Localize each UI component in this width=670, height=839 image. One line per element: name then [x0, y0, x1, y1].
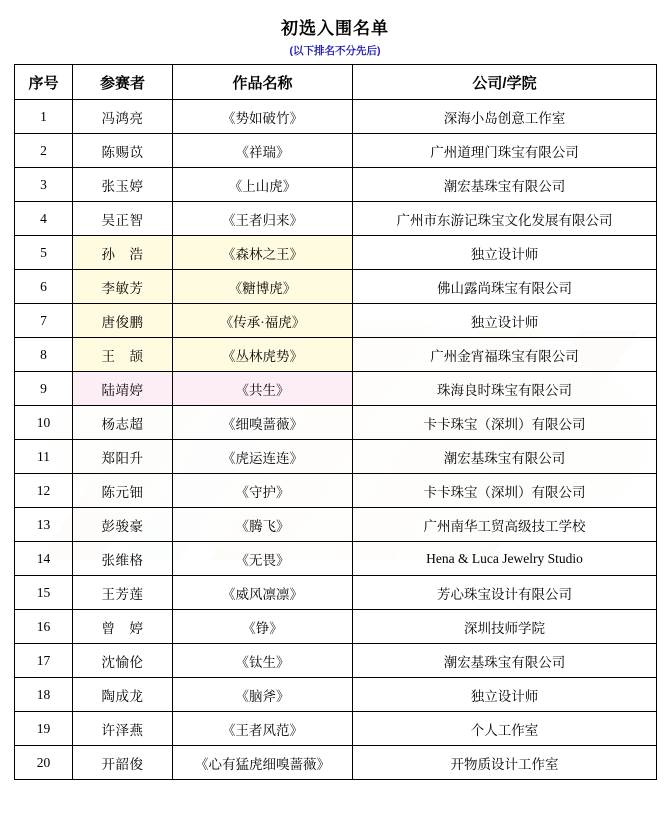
cell-participant: 唐俊鹏	[73, 304, 173, 338]
table-row	[15, 644, 657, 678]
cell-work: 《王者风范》	[173, 712, 353, 746]
cell-index: 8	[15, 338, 73, 372]
cell-organization: 卡卡珠宝（深圳）有限公司	[353, 474, 657, 508]
table-row	[15, 678, 657, 712]
page-title: 初选入围名单	[281, 19, 389, 38]
cell-index: 6	[15, 270, 73, 304]
table-row	[15, 610, 657, 644]
cell-organization: 广州金宵福珠宝有限公司	[353, 338, 657, 372]
cell-index: 3	[15, 168, 73, 202]
cell-organization: 广州南华工贸高级技工学校	[353, 508, 657, 542]
cell-work: 《森林之王》	[173, 236, 353, 270]
cell-organization: 深圳技师学院	[353, 610, 657, 644]
cell-organization: 潮宏基珠宝有限公司	[353, 168, 657, 202]
cell-work: 《细嗅蔷薇》	[173, 406, 353, 440]
table-header-row	[15, 65, 657, 100]
cell-index: 1	[15, 100, 73, 134]
column-header-work: 作品名称	[173, 65, 353, 100]
column-header-organization: 公司/学院	[353, 65, 657, 100]
table-row	[15, 508, 657, 542]
cell-participant: 冯鸿亮	[73, 100, 173, 134]
cell-organization: 个人工作室	[353, 712, 657, 746]
cell-organization: Hena & Luca Jewelry Studio	[353, 542, 657, 576]
table-row	[15, 100, 657, 134]
cell-participant: 沈愉伦	[73, 644, 173, 678]
cell-organization: 潮宏基珠宝有限公司	[353, 644, 657, 678]
cell-work: 《心有猛虎细嗅蔷薇》	[173, 746, 353, 780]
cell-index: 10	[15, 406, 73, 440]
cell-index: 7	[15, 304, 73, 338]
cell-organization: 深海小岛创意工作室	[353, 100, 657, 134]
cell-index: 12	[15, 474, 73, 508]
cell-work: 《祥瑞》	[173, 134, 353, 168]
cell-participant: 杨志超	[73, 406, 173, 440]
table-row	[15, 576, 657, 610]
cell-participant: 曾 婷	[73, 610, 173, 644]
cell-participant: 许泽燕	[73, 712, 173, 746]
cell-participant: 吴正智	[73, 202, 173, 236]
cell-participant: 张玉婷	[73, 168, 173, 202]
cell-organization: 潮宏基珠宝有限公司	[353, 440, 657, 474]
cell-index: 18	[15, 678, 73, 712]
cell-work: 《王者归来》	[173, 202, 353, 236]
table-row	[15, 304, 657, 338]
cell-participant: 王 颉	[73, 338, 173, 372]
cell-participant: 开韶俊	[73, 746, 173, 780]
cell-participant: 陶成龙	[73, 678, 173, 712]
table-row	[15, 746, 657, 780]
cell-work: 《守护》	[173, 474, 353, 508]
table-row	[15, 542, 657, 576]
cell-work: 《共生》	[173, 372, 353, 406]
cell-index: 14	[15, 542, 73, 576]
cell-index: 19	[15, 712, 73, 746]
cell-organization: 独立设计师	[353, 236, 657, 270]
cell-index: 9	[15, 372, 73, 406]
shortlist-table	[14, 64, 657, 780]
cell-work: 《威风凛凛》	[173, 576, 353, 610]
cell-index: 13	[15, 508, 73, 542]
table-row	[15, 236, 657, 270]
column-header-index: 序号	[15, 65, 73, 100]
cell-participant: 孙 浩	[73, 236, 173, 270]
cell-index: 17	[15, 644, 73, 678]
cell-participant: 李敏芳	[73, 270, 173, 304]
table-row	[15, 474, 657, 508]
cell-organization: 独立设计师	[353, 304, 657, 338]
cell-participant: 彭骏豪	[73, 508, 173, 542]
table-body	[15, 100, 657, 780]
table-row	[15, 406, 657, 440]
table-row	[15, 372, 657, 406]
cell-work: 《无畏》	[173, 542, 353, 576]
cell-organization: 广州道理门珠宝有限公司	[353, 134, 657, 168]
cell-organization: 开物质设计工作室	[353, 746, 657, 780]
cell-work: 《铮》	[173, 610, 353, 644]
cell-work: 《钛生》	[173, 644, 353, 678]
table-row	[15, 338, 657, 372]
cell-participant: 陆靖婷	[73, 372, 173, 406]
cell-index: 4	[15, 202, 73, 236]
cell-organization: 珠海良时珠宝有限公司	[353, 372, 657, 406]
table-row	[15, 712, 657, 746]
cell-work: 《传承·福虎》	[173, 304, 353, 338]
cell-organization: 独立设计师	[353, 678, 657, 712]
cell-participant: 郑阳升	[73, 440, 173, 474]
cell-index: 11	[15, 440, 73, 474]
cell-work: 《势如破竹》	[173, 100, 353, 134]
page-subtitle: (以下排名不分先后)	[289, 45, 381, 57]
table-row	[15, 270, 657, 304]
table-row	[15, 202, 657, 236]
table-row	[15, 134, 657, 168]
cell-organization: 广州市东游记珠宝文化发展有限公司	[353, 202, 657, 236]
cell-work: 《上山虎》	[173, 168, 353, 202]
cell-index: 15	[15, 576, 73, 610]
cell-work: 《脑斧》	[173, 678, 353, 712]
cell-work: 《丛林虎势》	[173, 338, 353, 372]
column-header-participant: 参赛者	[73, 65, 173, 100]
table-row	[15, 440, 657, 474]
cell-organization: 芳心珠宝设计有限公司	[353, 576, 657, 610]
cell-work: 《虎运连连》	[173, 440, 353, 474]
cell-organization: 卡卡珠宝（深圳）有限公司	[353, 406, 657, 440]
cell-participant: 陈元钿	[73, 474, 173, 508]
cell-participant: 王芳莲	[73, 576, 173, 610]
cell-participant: 陈赐苡	[73, 134, 173, 168]
cell-work: 《腾飞》	[173, 508, 353, 542]
cell-index: 16	[15, 610, 73, 644]
cell-organization: 佛山露尚珠宝有限公司	[353, 270, 657, 304]
table-row	[15, 168, 657, 202]
cell-work: 《糖博虎》	[173, 270, 353, 304]
cell-index: 2	[15, 134, 73, 168]
cell-index: 20	[15, 746, 73, 780]
cell-participant: 张维格	[73, 542, 173, 576]
cell-index: 5	[15, 236, 73, 270]
